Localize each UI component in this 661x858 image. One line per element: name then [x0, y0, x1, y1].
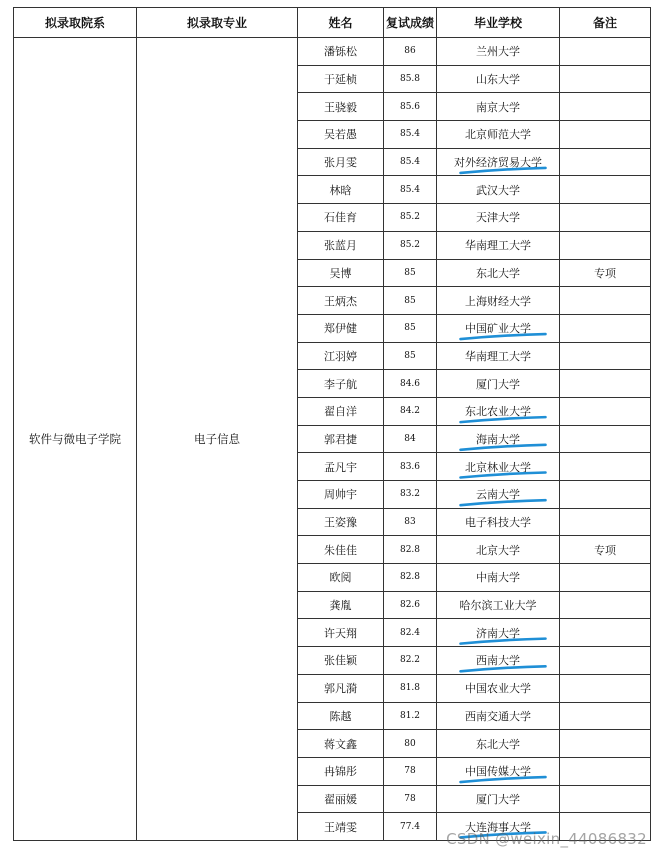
score-cell: 84 — [384, 425, 437, 453]
header-major: 拟录取专业 — [137, 8, 298, 38]
name-cell: 石佳育 — [298, 204, 384, 232]
header-note: 备注 — [560, 8, 651, 38]
school-cell: 云南大学 — [437, 481, 560, 509]
name-cell: 吴若愚 — [298, 121, 384, 149]
header-score: 复试成绩 — [384, 8, 437, 38]
name-cell: 欧阅 — [298, 564, 384, 592]
school-cell: 东北农业大学 — [437, 397, 560, 425]
name-cell: 孟凡宇 — [298, 453, 384, 481]
note-cell — [560, 647, 651, 675]
note-cell — [560, 564, 651, 592]
school-cell: 厦门大学 — [437, 370, 560, 398]
school-cell: 南京大学 — [437, 93, 560, 121]
score-cell: 85.4 — [384, 176, 437, 204]
school-cell: 对外经济贸易大学 — [437, 148, 560, 176]
name-cell: 王骁毅 — [298, 93, 384, 121]
school-cell: 厦门大学 — [437, 785, 560, 813]
name-cell: 蒋文鑫 — [298, 730, 384, 758]
header-school: 毕业学校 — [437, 8, 560, 38]
score-cell: 85.4 — [384, 121, 437, 149]
name-cell: 张月雯 — [298, 148, 384, 176]
admission-table — [13, 7, 651, 841]
school-cell: 兰州大学 — [437, 38, 560, 66]
score-cell: 85 — [384, 259, 437, 287]
name-cell: 许天翔 — [298, 619, 384, 647]
name-cell: 张佳颖 — [298, 647, 384, 675]
school-cell: 海南大学 — [437, 425, 560, 453]
note-cell — [560, 757, 651, 785]
school-cell: 东北大学 — [437, 730, 560, 758]
note-cell — [560, 702, 651, 730]
school-cell: 大连海事大学 — [437, 813, 560, 841]
score-cell: 85 — [384, 342, 437, 370]
score-cell: 78 — [384, 757, 437, 785]
name-cell: 王炳杰 — [298, 287, 384, 315]
note-cell — [560, 121, 651, 149]
note-cell — [560, 342, 651, 370]
header-college: 拟录取院系 — [14, 8, 137, 38]
school-cell: 天津大学 — [437, 204, 560, 232]
note-cell — [560, 674, 651, 702]
school-cell: 北京林业大学 — [437, 453, 560, 481]
name-cell: 王靖雯 — [298, 813, 384, 841]
school-cell: 西南交通大学 — [437, 702, 560, 730]
name-cell: 王姿豫 — [298, 508, 384, 536]
school-cell: 北京大学 — [437, 536, 560, 564]
note-cell — [560, 397, 651, 425]
score-cell: 82.6 — [384, 591, 437, 619]
name-cell: 郭君捷 — [298, 425, 384, 453]
college-cell: 软件与微电子学院 — [14, 38, 137, 841]
name-cell: 吴博 — [298, 259, 384, 287]
note-cell — [560, 591, 651, 619]
school-cell: 哈尔滨工业大学 — [437, 591, 560, 619]
note-cell — [560, 148, 651, 176]
note-cell — [560, 204, 651, 232]
table-row — [14, 38, 651, 66]
note-cell — [560, 619, 651, 647]
name-cell: 冉锦彤 — [298, 757, 384, 785]
note-cell — [560, 38, 651, 66]
score-cell: 83 — [384, 508, 437, 536]
name-cell: 陈越 — [298, 702, 384, 730]
school-cell: 武汉大学 — [437, 176, 560, 204]
score-cell: 85.8 — [384, 65, 437, 93]
score-cell: 85.4 — [384, 148, 437, 176]
school-cell: 中国矿业大学 — [437, 314, 560, 342]
name-cell: 周帅宇 — [298, 481, 384, 509]
name-cell: 李子航 — [298, 370, 384, 398]
school-cell: 华南理工大学 — [437, 342, 560, 370]
note-cell — [560, 65, 651, 93]
school-cell: 华南理工大学 — [437, 231, 560, 259]
name-cell: 于延桢 — [298, 65, 384, 93]
score-cell: 83.2 — [384, 481, 437, 509]
score-cell: 85 — [384, 287, 437, 315]
score-cell: 85 — [384, 314, 437, 342]
score-cell: 80 — [384, 730, 437, 758]
school-cell: 中南大学 — [437, 564, 560, 592]
score-cell: 77.4 — [384, 813, 437, 841]
name-cell: 张蓝月 — [298, 231, 384, 259]
score-cell: 84.6 — [384, 370, 437, 398]
score-cell: 81.8 — [384, 674, 437, 702]
school-cell: 电子科技大学 — [437, 508, 560, 536]
note-cell — [560, 453, 651, 481]
watermark: CSDN @weixin_44086832 — [446, 830, 647, 848]
note-cell — [560, 231, 651, 259]
score-cell: 81.2 — [384, 702, 437, 730]
school-cell: 中国农业大学 — [437, 674, 560, 702]
name-cell: 江羽婷 — [298, 342, 384, 370]
name-cell: 郭凡漪 — [298, 674, 384, 702]
school-cell: 东北大学 — [437, 259, 560, 287]
name-cell: 翟自洋 — [298, 397, 384, 425]
note-cell — [560, 730, 651, 758]
score-cell: 78 — [384, 785, 437, 813]
score-cell: 82.8 — [384, 536, 437, 564]
school-cell: 济南大学 — [437, 619, 560, 647]
school-cell: 西南大学 — [437, 647, 560, 675]
name-cell: 朱佳佳 — [298, 536, 384, 564]
name-cell: 林晗 — [298, 176, 384, 204]
name-cell: 郑伊健 — [298, 314, 384, 342]
score-cell: 85.2 — [384, 204, 437, 232]
name-cell: 龚胤 — [298, 591, 384, 619]
header-row — [14, 8, 651, 38]
score-cell: 82.4 — [384, 619, 437, 647]
score-cell: 86 — [384, 38, 437, 66]
school-cell: 山东大学 — [437, 65, 560, 93]
note-cell — [560, 481, 651, 509]
note-cell — [560, 93, 651, 121]
note-cell — [560, 785, 651, 813]
name-cell: 翟丽媛 — [298, 785, 384, 813]
note-cell — [560, 176, 651, 204]
score-cell: 82.8 — [384, 564, 437, 592]
note-cell — [560, 314, 651, 342]
school-cell: 上海财经大学 — [437, 287, 560, 315]
note-cell — [560, 287, 651, 315]
note-cell: 专项 — [560, 259, 651, 287]
note-cell — [560, 370, 651, 398]
score-cell: 84.2 — [384, 397, 437, 425]
school-cell: 北京师范大学 — [437, 121, 560, 149]
note-cell: 专项 — [560, 536, 651, 564]
major-cell: 电子信息 — [137, 38, 298, 841]
note-cell — [560, 425, 651, 453]
header-name: 姓名 — [298, 8, 384, 38]
score-cell: 85.6 — [384, 93, 437, 121]
name-cell: 潘铄松 — [298, 38, 384, 66]
score-cell: 82.2 — [384, 647, 437, 675]
school-cell: 中国传媒大学 — [437, 757, 560, 785]
score-cell: 85.2 — [384, 231, 437, 259]
note-cell — [560, 508, 651, 536]
score-cell: 83.6 — [384, 453, 437, 481]
